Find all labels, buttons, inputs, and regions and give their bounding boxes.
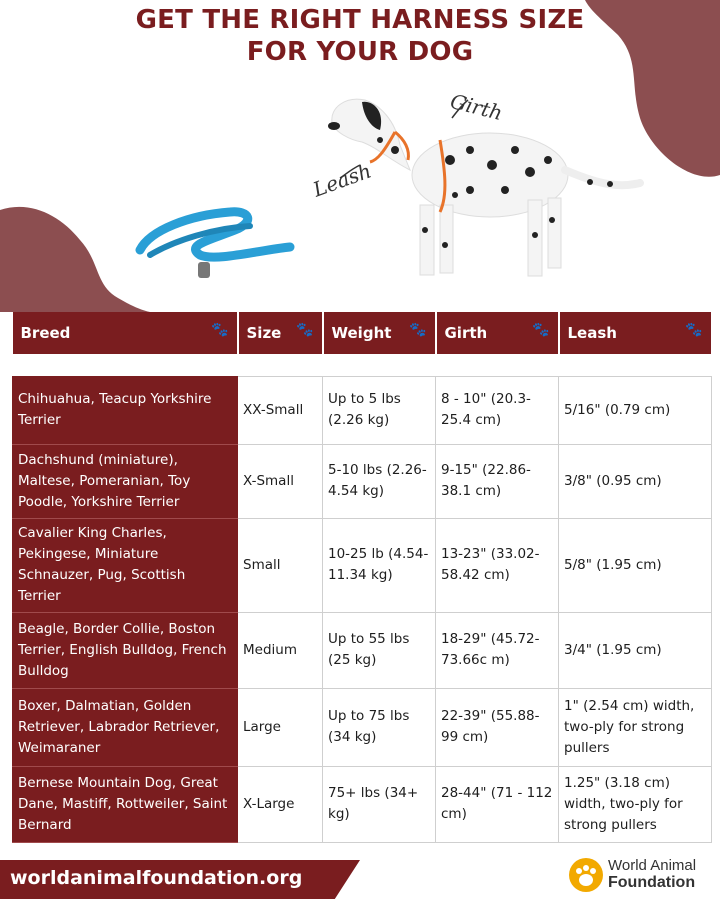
leash-cell: 3/4" (1.95 cm) [559,612,712,688]
dalmatian-icon [328,99,640,276]
paw-icon: 🐾 [211,322,229,338]
girth-cell: 18-29" (45.72-73.66c m) [436,612,559,688]
table-header-row [13,312,712,354]
girth-cell: 13-23" (33.02-58.42 cm) [436,518,559,612]
header-weight: Weight 🐾 [323,312,436,354]
dog-illustration [0,70,720,310]
header-breed: Breed 🐾 [13,312,238,354]
weight-cell: 75+ lbs (34+ kg) [323,766,436,842]
leash-icon [140,212,290,278]
size-cell: Small [238,518,323,612]
size-cell: X-Small [238,444,323,518]
table-row [13,518,712,612]
paw-icon: 🐾 [409,322,427,338]
paw-icon: 🐾 [532,322,550,338]
size-cell: Medium [238,612,323,688]
breed-cell: Beagle, Border Collie, Boston Terrier, English Bulldog, French Bulldog [13,612,238,688]
header-girth: Girth 🐾 [436,312,559,354]
title-line-1: GET THE RIGHT HARNESS SIZE [135,5,585,35]
table-row [13,766,712,842]
size-cell: Large [238,688,323,766]
footer-url-link[interactable]: worldanimalfoundation.org [10,867,303,889]
weight-cell: Up to 55 lbs (25 kg) [323,612,436,688]
girth-cell: 9-15" (22.86-38.1 cm) [436,444,559,518]
table-row [13,376,712,444]
leash-cell: 1.25" (3.18 cm) width, two-ply for strong pullers [559,766,712,842]
logo-text-line-1: World Animal [608,857,697,874]
weight-cell: Up to 75 lbs (34 kg) [323,688,436,766]
breed-cell: Cavalier King Charles, Pekingese, Miniature Schnauzer, Pug, Scottish Terrier [13,518,238,612]
table-row [13,612,712,688]
header-size: Size 🐾 [238,312,323,354]
leash-cell: 5/8" (1.95 cm) [559,518,712,612]
harness-size-table [12,312,713,843]
breed-cell: Chihuahua, Teacup Yorkshire Terrier [13,376,238,444]
table-row [13,688,712,766]
weight-cell: Up to 5 lbs (2.26 kg) [323,376,436,444]
breed-cell: Bernese Mountain Dog, Great Dane, Mastiff, Rottweiler, Saint Bernard [13,766,238,842]
breed-cell: Boxer, Dalmatian, Golden Retriever, Labrador Retriever, Weimaraner [13,688,238,766]
girth-cell: 28-44" (71 - 112 cm) [436,766,559,842]
girth-cell: 22-39" (55.88-99 cm) [436,688,559,766]
girth-cell: 8 - 10" (20.3-25.4 cm) [436,376,559,444]
weight-cell: 5-10 lbs (2.26-4.54 kg) [323,444,436,518]
paw-icon: 🐾 [296,322,314,338]
world-animal-foundation-logo [566,852,716,896]
leash-label: Leash [309,158,375,202]
leash-cell: 3/8" (0.95 cm) [559,444,712,518]
breed-cell: Dachshund (miniature), Maltese, Pomeranian, Toy Poodle, Yorkshire Terrier [13,444,238,518]
leash-cell: 5/16" (0.79 cm) [559,376,712,444]
logo-text-line-2: Foundation [608,874,696,891]
header-leash: Leash 🐾 [559,312,712,354]
paw-logo-icon [566,854,606,894]
size-cell: XX-Small [238,376,323,444]
leash-cell: 1" (2.54 cm) width, two-ply for strong pullers [559,688,712,766]
table-row [13,444,712,518]
weight-cell: 10-25 lb (4.54-11.34 kg) [323,518,436,612]
page-title [0,4,720,68]
title-line-2: FOR YOUR DOG [246,37,474,67]
paw-icon: 🐾 [685,322,703,338]
girth-label: Girth [447,88,505,126]
size-cell: X-Large [238,766,323,842]
